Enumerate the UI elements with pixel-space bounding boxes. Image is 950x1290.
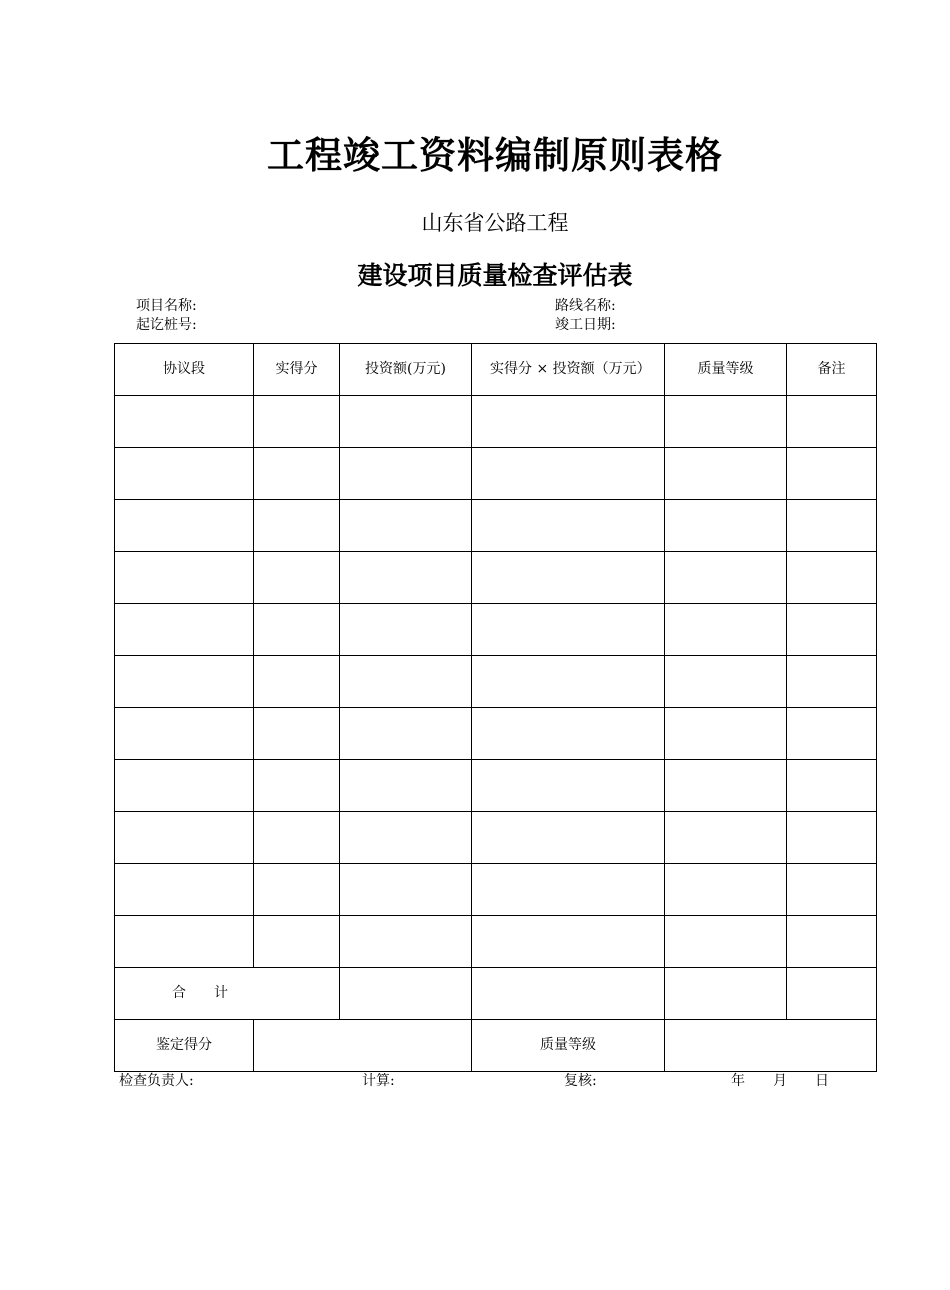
header-remarks: 备注 [787,344,877,396]
remarks-cell[interactable] [787,500,877,552]
table-row [115,552,877,604]
actual-score-cell[interactable] [254,656,340,708]
total-investment-cell[interactable] [340,968,472,1020]
actual-score-cell[interactable] [254,500,340,552]
quality-grade-cell[interactable] [665,500,787,552]
quality-assessment-table [114,343,877,1072]
actual-score-cell[interactable] [254,812,340,864]
organization-name: 山东省公路工程 [421,211,569,235]
table-row [115,656,877,708]
review-label: 复核: [564,1073,597,1089]
product-cell[interactable] [472,656,665,708]
actual-score-cell[interactable] [254,708,340,760]
quality-grade-cell[interactable] [665,448,787,500]
table-row [115,604,877,656]
quality-grade-cell[interactable] [665,396,787,448]
quality-grade-cell[interactable] [665,916,787,968]
quality-grade-label: 质量等级 [472,1020,665,1072]
document-title: 工程竣工资料编制原则表格 [267,133,723,177]
actual-score-cell[interactable] [254,552,340,604]
calculation-label: 计算: [362,1073,395,1089]
actual-score-cell[interactable] [254,760,340,812]
appraisal-row [115,1020,877,1072]
station-range-label: 起讫桩号: [136,317,197,333]
remarks-cell[interactable] [787,396,877,448]
day-label: 日 [815,1073,829,1089]
table-row [115,916,877,968]
investment-cell[interactable] [340,916,472,968]
investment-cell[interactable] [340,656,472,708]
product-cell[interactable] [472,604,665,656]
remarks-cell[interactable] [787,552,877,604]
actual-score-cell[interactable] [254,864,340,916]
remarks-cell[interactable] [787,760,877,812]
contract-section-cell[interactable] [115,396,254,448]
investment-cell[interactable] [340,552,472,604]
actual-score-cell[interactable] [254,604,340,656]
product-cell[interactable] [472,448,665,500]
form-title: 建设项目质量检查评估表 [357,261,633,290]
actual-score-cell[interactable] [254,916,340,968]
contract-section-cell[interactable] [115,500,254,552]
month-label: 月 [773,1073,787,1089]
table-row [115,396,877,448]
quality-grade-cell[interactable] [665,552,787,604]
investment-cell[interactable] [340,760,472,812]
investment-cell[interactable] [340,812,472,864]
quality-grade-cell[interactable] [665,760,787,812]
table-row [115,448,877,500]
actual-score-cell[interactable] [254,448,340,500]
contract-section-cell[interactable] [115,812,254,864]
header-investment: 投资额(万元) [340,344,472,396]
product-cell[interactable] [472,760,665,812]
product-cell[interactable] [472,552,665,604]
remarks-cell[interactable] [787,812,877,864]
remarks-cell[interactable] [787,448,877,500]
quality-grade-cell[interactable] [665,864,787,916]
remarks-cell[interactable] [787,656,877,708]
total-row [115,968,877,1020]
investment-cell[interactable] [340,708,472,760]
investment-cell[interactable] [340,604,472,656]
completion-date-label: 竣工日期: [555,317,616,333]
investment-cell[interactable] [340,396,472,448]
remarks-cell[interactable] [787,708,877,760]
contract-section-cell[interactable] [115,708,254,760]
contract-section-cell[interactable] [115,760,254,812]
contract-section-cell[interactable] [115,552,254,604]
header-actual-score: 实得分 [254,344,340,396]
remarks-cell[interactable] [787,916,877,968]
remarks-cell[interactable] [787,604,877,656]
remarks-cell[interactable] [787,864,877,916]
year-label: 年 [731,1073,745,1089]
product-cell[interactable] [472,916,665,968]
header-contract-section: 协议段 [115,344,254,396]
investment-cell[interactable] [340,864,472,916]
investment-cell[interactable] [340,500,472,552]
quality-grade-cell[interactable] [665,604,787,656]
contract-section-cell[interactable] [115,604,254,656]
total-product-cell[interactable] [472,968,665,1020]
total-grade-cell[interactable] [665,968,787,1020]
table-row [115,760,877,812]
route-name-label: 路线名称: [555,298,616,314]
table-row [115,812,877,864]
project-name-label: 项目名称: [136,298,197,314]
product-cell[interactable] [472,396,665,448]
total-label: 合 计 [115,968,340,1020]
appraisal-score-cell[interactable] [254,1020,472,1072]
header-row [115,344,877,396]
header-score-times-investment: 实得分 × 投资额（万元） [472,344,665,396]
table-row [115,864,877,916]
header-quality-grade: 质量等级 [665,344,787,396]
inspector-label: 检查负责人: [119,1073,194,1089]
table-row [115,500,877,552]
quality-grade-cell[interactable] [665,656,787,708]
table-row [115,708,877,760]
investment-cell[interactable] [340,448,472,500]
quality-grade-cell[interactable] [665,708,787,760]
product-cell[interactable] [472,812,665,864]
contract-section-cell[interactable] [115,864,254,916]
actual-score-cell[interactable] [254,396,340,448]
contract-section-cell[interactable] [115,916,254,968]
quality-grade-cell[interactable] [665,812,787,864]
contract-section-cell[interactable] [115,656,254,708]
appraisal-score-label: 鉴定得分 [115,1020,254,1072]
quality-grade-cell[interactable] [665,1020,877,1072]
product-cell[interactable] [472,500,665,552]
product-cell[interactable] [472,864,665,916]
product-cell[interactable] [472,708,665,760]
contract-section-cell[interactable] [115,448,254,500]
total-remarks-cell[interactable] [787,968,877,1020]
